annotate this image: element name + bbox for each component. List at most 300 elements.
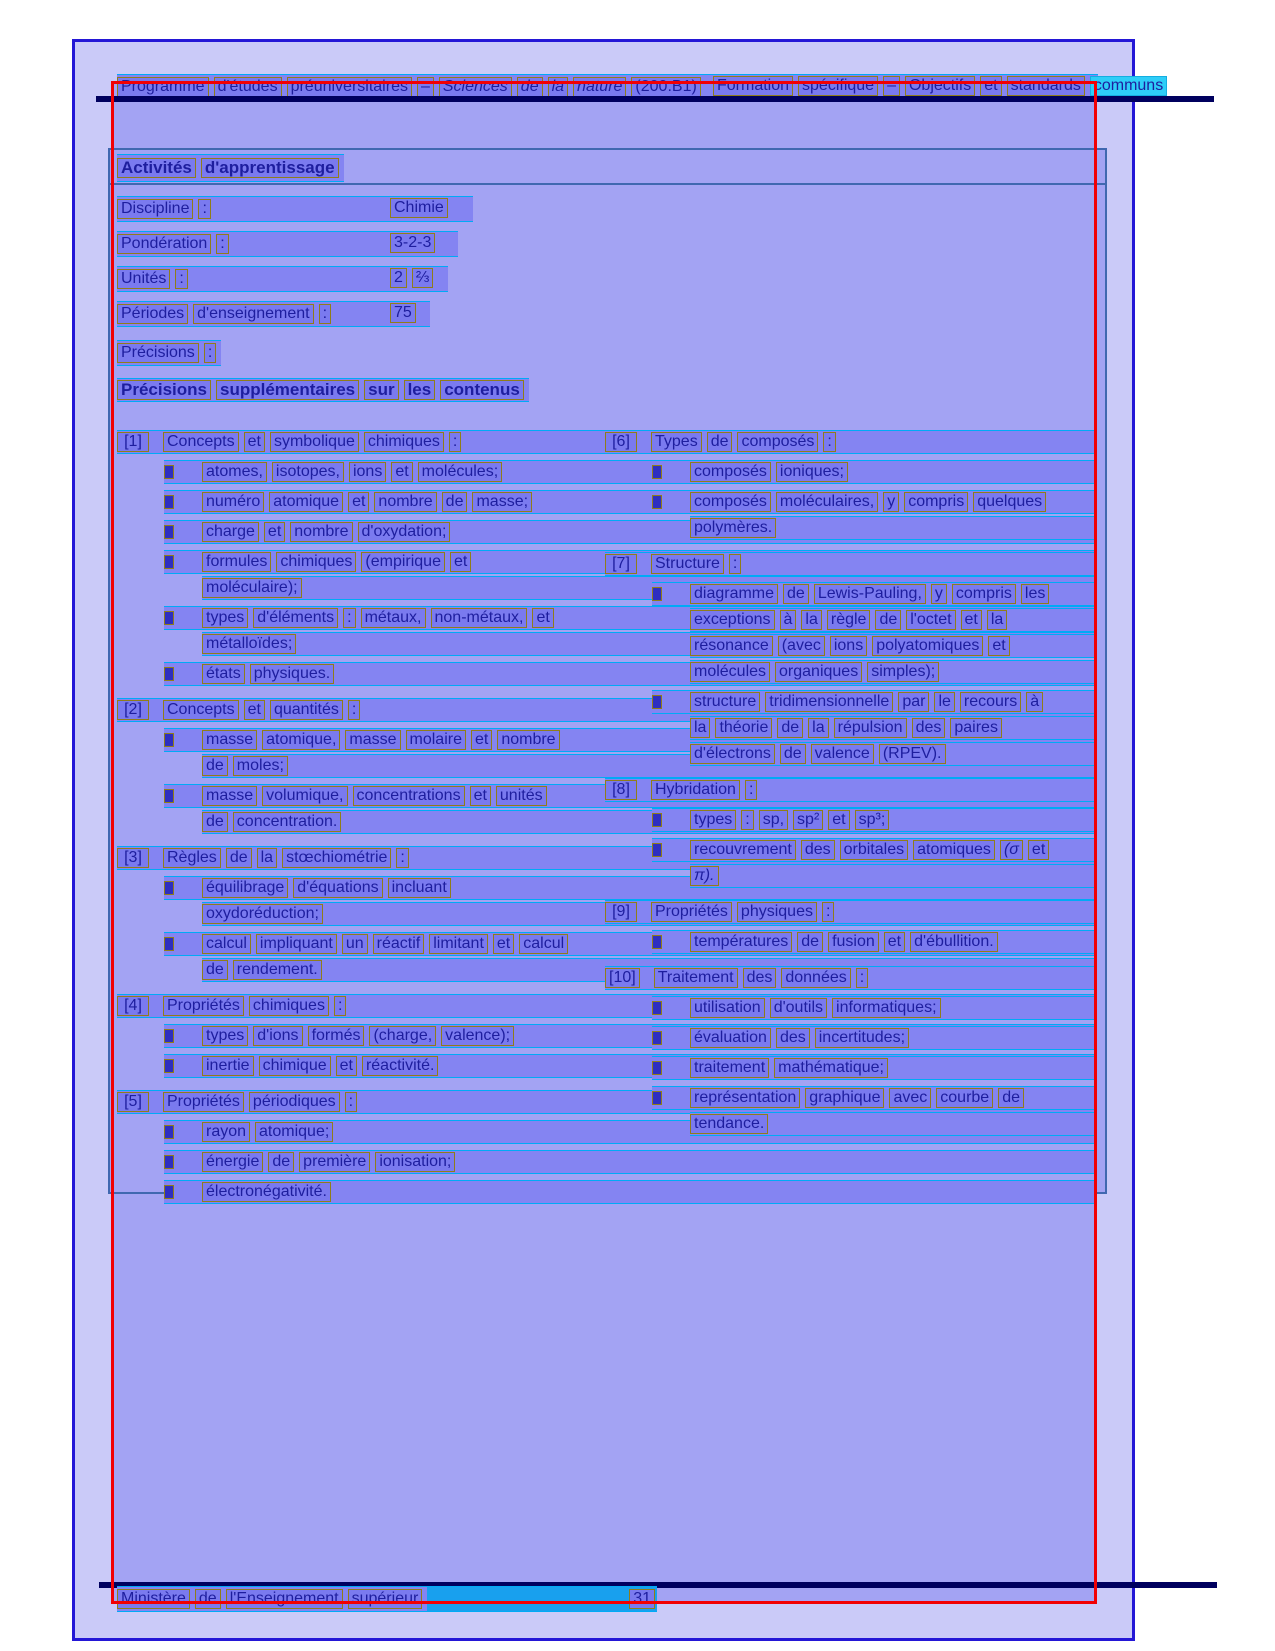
word-box: chimique xyxy=(259,1056,331,1076)
word-box: polyatomiques xyxy=(872,636,983,656)
word-box: et xyxy=(1028,840,1049,860)
word-box: moles; xyxy=(233,756,288,776)
bullet-line xyxy=(652,808,1097,832)
word-box: états xyxy=(202,664,245,684)
word-box: sur xyxy=(364,380,398,400)
word-box: l'Enseignement xyxy=(226,1589,343,1609)
word-box: valence xyxy=(811,744,874,764)
word-box: organiques xyxy=(775,662,862,682)
word-box: d'électrons xyxy=(690,744,775,764)
word-box: : xyxy=(822,902,834,922)
wrapped-line xyxy=(690,716,1097,740)
bullet-icon xyxy=(164,525,174,539)
word-box: diagramme xyxy=(690,584,778,604)
word-box: rayon xyxy=(202,1122,250,1142)
word-box: Discipline xyxy=(117,199,193,219)
word-box: compris xyxy=(952,584,1016,604)
header-rule xyxy=(96,96,1214,102)
bullet-icon xyxy=(652,935,662,949)
word-box: tridimensionnelle xyxy=(765,692,893,712)
word-box: : xyxy=(348,700,360,720)
bullet-icon xyxy=(164,1155,174,1169)
word-box: Pondération xyxy=(117,234,211,254)
word-box: à xyxy=(780,610,797,630)
word-box: stœchiométrie xyxy=(282,848,391,868)
word-box: de xyxy=(707,432,733,452)
bullet-icon xyxy=(164,495,174,509)
word-box: valence); xyxy=(441,1026,514,1046)
word-box: le xyxy=(934,692,954,712)
word-box: (avec xyxy=(778,636,825,656)
word-box: la xyxy=(257,848,277,868)
word-box: nombre xyxy=(290,522,352,542)
wrapped-line xyxy=(690,1112,1097,1136)
page-number: 31 xyxy=(629,1589,655,1609)
word-box: de xyxy=(202,960,228,980)
word-box: d'outils xyxy=(770,998,827,1018)
field-value xyxy=(390,268,438,288)
word-box: Activités xyxy=(117,158,196,178)
word-box: Propriétés xyxy=(651,902,732,922)
word-box: composés xyxy=(737,432,818,452)
field-row xyxy=(117,340,221,366)
word-box: y xyxy=(883,492,899,512)
word-box: les xyxy=(404,380,436,400)
word-box: électronégativité. xyxy=(202,1182,331,1202)
word-box: : xyxy=(334,996,346,1016)
word-box: Sciences xyxy=(439,77,512,97)
bullet-line xyxy=(652,930,1097,954)
bullet-line xyxy=(652,1026,1097,1050)
item-number: [4] xyxy=(117,996,149,1016)
bullet-icon xyxy=(164,937,174,951)
item-number: [6] xyxy=(605,432,637,452)
list-column-right xyxy=(605,430,1097,1142)
bullet-icon xyxy=(164,465,174,479)
word-box: charge xyxy=(202,522,259,542)
word-box: calcul xyxy=(202,934,251,954)
wrapped-line xyxy=(690,634,1097,658)
word-box: et xyxy=(470,786,491,806)
word-box: mathématique; xyxy=(774,1058,888,1078)
bullet-line xyxy=(652,838,1097,862)
item-number: [7] xyxy=(605,554,637,574)
word-box: et xyxy=(828,810,849,830)
item-number: [5] xyxy=(117,1092,149,1112)
header-left-text xyxy=(117,77,706,97)
bullet-icon xyxy=(164,1185,174,1199)
bullet-line xyxy=(652,1056,1097,1080)
bullet-icon xyxy=(652,1031,662,1045)
word-box: standards xyxy=(1007,76,1085,96)
word-box: physiques. xyxy=(250,664,335,684)
word-box: compris xyxy=(904,492,968,512)
bullet-line xyxy=(652,690,1097,714)
word-box: composés xyxy=(690,462,771,482)
word-box: métaux, xyxy=(361,608,426,628)
bullet-icon xyxy=(652,495,662,509)
word-box: : xyxy=(823,432,835,452)
word-box: données xyxy=(781,968,850,988)
word-box: – xyxy=(883,76,900,96)
bullet-icon xyxy=(164,1029,174,1043)
word-box: Précisions xyxy=(117,380,211,400)
bullet-icon xyxy=(652,587,662,601)
word-box: ions xyxy=(830,636,867,656)
word-box: tendance. xyxy=(690,1114,768,1134)
word-box: chimiques xyxy=(276,552,356,572)
bullet-line xyxy=(164,1180,1097,1204)
word-box: recours xyxy=(960,692,1021,712)
word-box: oxydoréduction; xyxy=(202,904,323,924)
word-box: Règles xyxy=(163,848,221,868)
word-box: limitant xyxy=(429,934,488,954)
word-box: impliquant xyxy=(256,934,337,954)
word-box: calcul xyxy=(519,934,568,954)
word-box: Formation xyxy=(713,76,793,96)
word-box: atomiques xyxy=(913,840,995,860)
word-box: paires xyxy=(950,718,1002,738)
word-box: et xyxy=(450,552,471,572)
page-title xyxy=(117,154,344,182)
word-box: composés xyxy=(690,492,771,512)
word-box: de xyxy=(442,492,468,512)
word-box: et xyxy=(471,730,492,750)
word-box: Concepts xyxy=(163,700,239,720)
word-box: théorie xyxy=(715,718,772,738)
bullet-line xyxy=(652,582,1097,606)
word-box: ionisation; xyxy=(375,1152,455,1172)
word-box: des xyxy=(801,840,835,860)
word-box: orbitales xyxy=(840,840,908,860)
word-box: : xyxy=(204,343,216,363)
word-box: de xyxy=(226,848,252,868)
word-box: répulsion xyxy=(834,718,907,738)
word-box: règle xyxy=(827,610,871,630)
word-box: : xyxy=(345,1092,357,1112)
word-box: inertie xyxy=(202,1056,254,1076)
field-row xyxy=(117,301,430,327)
word-box: formules xyxy=(202,552,271,572)
bullet-icon xyxy=(164,1059,174,1073)
word-box: la xyxy=(548,77,568,97)
word-box: préuniversitaires xyxy=(287,77,412,97)
word-box: – xyxy=(417,77,434,97)
word-box: : xyxy=(216,234,228,254)
word-box: résonance xyxy=(690,636,773,656)
bullet-icon xyxy=(164,1125,174,1139)
word-box: de xyxy=(998,1088,1024,1108)
word-box: non-métaux, xyxy=(431,608,528,628)
word-box: la xyxy=(801,610,821,630)
word-box: première xyxy=(299,1152,370,1172)
word-box: moléculaires, xyxy=(776,492,878,512)
word-box: et xyxy=(884,932,905,952)
word-box: la xyxy=(690,718,710,738)
field-value xyxy=(390,198,453,218)
word-box: unités xyxy=(496,786,547,806)
word-box: nature xyxy=(573,77,626,97)
item-number: [10] xyxy=(605,968,640,988)
word-box: de xyxy=(777,718,803,738)
word-box: Objectifs xyxy=(905,76,975,96)
word-box: : xyxy=(745,780,757,800)
word-box: périodiques xyxy=(249,1092,340,1112)
word-box: Concepts xyxy=(163,432,239,452)
word-box: températures xyxy=(690,932,792,952)
word-box: de xyxy=(797,932,823,952)
field-row xyxy=(117,196,473,222)
word-box: (RPEV). xyxy=(879,744,946,764)
wrapped-line xyxy=(690,608,1097,632)
word-box: 75 xyxy=(390,303,416,323)
field-value xyxy=(390,233,440,253)
word-box: : xyxy=(449,432,461,452)
bullet-icon xyxy=(652,843,662,857)
word-box: d'enseignement xyxy=(193,304,313,324)
word-box: de xyxy=(202,812,228,832)
word-box: polymères. xyxy=(690,518,776,538)
word-box: 3-2-3 xyxy=(390,233,435,253)
word-box: supplémentaires xyxy=(216,380,359,400)
wrapped-line xyxy=(690,660,1097,684)
word-box: Ministère xyxy=(117,1589,190,1609)
word-box: de xyxy=(783,584,809,604)
word-box: simples); xyxy=(867,662,939,682)
section-heading xyxy=(117,378,529,402)
list-item-header xyxy=(605,778,1097,802)
word-box: spécifique xyxy=(798,76,878,96)
word-box: sp² xyxy=(793,810,823,830)
word-box: d'oxydation; xyxy=(358,522,451,542)
word-box: : xyxy=(175,269,187,289)
bullet-icon xyxy=(164,555,174,569)
footer-highlight-bar xyxy=(427,1587,657,1611)
word-box: molaire xyxy=(406,730,466,750)
word-box: et xyxy=(391,462,412,482)
word-box: et xyxy=(980,76,1001,96)
bullet-icon xyxy=(652,813,662,827)
word-box: atomique, xyxy=(262,730,340,750)
word-box: concentrations xyxy=(353,786,465,806)
word-box: réactivité. xyxy=(362,1056,438,1076)
word-box: physiques xyxy=(737,902,817,922)
word-box: et xyxy=(961,610,982,630)
word-box: nombre xyxy=(497,730,559,750)
word-box: à xyxy=(1026,692,1043,712)
word-box: supérieur xyxy=(348,1589,423,1609)
bullet-icon xyxy=(164,611,174,625)
bullet-icon xyxy=(652,1091,662,1105)
word-box: incluant xyxy=(388,878,451,898)
title-separator-line xyxy=(108,183,1107,185)
word-box: sp³; xyxy=(855,810,890,830)
word-box: d'ions xyxy=(253,1026,302,1046)
item-number: [1] xyxy=(117,432,149,452)
word-box: représentation xyxy=(690,1088,800,1108)
item-number: [9] xyxy=(605,902,637,922)
bullet-line xyxy=(652,1086,1097,1110)
word-box: et xyxy=(532,608,553,628)
word-box: concentration. xyxy=(233,812,342,832)
word-box: l'octet xyxy=(906,610,955,630)
bullet-line xyxy=(652,490,1097,514)
word-box: énergie xyxy=(202,1152,263,1172)
word-box: traitement xyxy=(690,1058,769,1078)
word-box: symbolique xyxy=(270,432,359,452)
word-box: par xyxy=(898,692,929,712)
word-box: atomique; xyxy=(255,1122,333,1142)
word-box: graphique xyxy=(805,1088,884,1108)
list-item-header xyxy=(605,900,1097,924)
word-box: rendement. xyxy=(233,960,322,980)
wrapped-line xyxy=(690,516,1097,540)
bullet-icon xyxy=(652,1001,662,1015)
word-box: et xyxy=(493,934,514,954)
list-item-header xyxy=(605,552,1097,576)
item-number: [8] xyxy=(605,780,637,800)
bullet-icon xyxy=(164,667,174,681)
header-right-text xyxy=(713,76,1172,96)
list-item-header xyxy=(605,430,1097,454)
word-box: d'ébullition. xyxy=(910,932,998,952)
word-box: (empirique xyxy=(361,552,445,572)
word-box: nombre xyxy=(374,492,436,512)
word-box: ions xyxy=(349,462,386,482)
word-box: des xyxy=(912,718,946,738)
word-box: de xyxy=(195,1589,221,1609)
word-box: moléculaire); xyxy=(202,578,302,598)
word-box: molécules; xyxy=(418,462,502,482)
word-box: recouvrement xyxy=(690,840,796,860)
bullet-icon xyxy=(164,789,174,803)
word-box: Structure xyxy=(651,554,724,574)
word-box: des xyxy=(776,1028,810,1048)
word-box: (charge, xyxy=(369,1026,436,1046)
word-box: réactif xyxy=(373,934,425,954)
word-box: et xyxy=(348,492,369,512)
word-box: de xyxy=(517,77,543,97)
word-box: métalloïdes; xyxy=(202,634,296,654)
word-box: atomique xyxy=(269,492,343,512)
footer-text xyxy=(117,1589,427,1609)
word-box: structure xyxy=(690,692,760,712)
field-row xyxy=(117,231,458,257)
bullet-icon xyxy=(652,1061,662,1075)
word-box: quantités xyxy=(270,700,343,720)
word-box: Précisions xyxy=(117,343,199,363)
bullet-icon xyxy=(652,695,662,709)
bullet-line xyxy=(652,996,1097,1020)
word-box: d'études xyxy=(214,77,282,97)
word-box: et xyxy=(264,522,285,542)
word-box: : xyxy=(856,968,868,988)
word-box: types xyxy=(690,810,736,830)
word-box: et xyxy=(336,1056,357,1076)
word-box: formés xyxy=(308,1026,365,1046)
word-box: Chimie xyxy=(390,198,448,218)
bullet-line xyxy=(164,1150,1097,1174)
bullet-icon xyxy=(652,465,662,479)
word-box: exceptions xyxy=(690,610,775,630)
bullet-icon xyxy=(164,881,174,895)
word-box: de xyxy=(268,1152,294,1172)
word-box: ioniques; xyxy=(776,462,848,482)
word-box: : xyxy=(198,199,210,219)
word-box: molécules xyxy=(690,662,770,682)
word-box: atomes, xyxy=(202,462,267,482)
word-box: courbe xyxy=(936,1088,993,1108)
word-box: (200.B1) xyxy=(631,77,700,97)
word-box: masse; xyxy=(472,492,532,512)
word-box: Traitement xyxy=(654,968,738,988)
item-number: [2] xyxy=(117,700,149,720)
word-box: et xyxy=(244,432,265,452)
word-box: sp, xyxy=(759,810,788,830)
field-value xyxy=(390,303,421,323)
word-box: Programme xyxy=(117,77,209,97)
word-box: π). xyxy=(690,866,719,886)
word-box: avec xyxy=(889,1088,931,1108)
wrapped-line xyxy=(690,742,1097,766)
word-box: (σ xyxy=(1000,840,1023,860)
word-box: Propriétés xyxy=(163,996,244,1016)
word-box: équilibrage xyxy=(202,878,288,898)
word-box: et xyxy=(244,700,265,720)
word-box: utilisation xyxy=(690,998,765,1018)
word-box: incertitudes; xyxy=(815,1028,909,1048)
word-box: un xyxy=(342,934,368,954)
word-box: y xyxy=(931,584,947,604)
field-row xyxy=(117,266,448,292)
word-box: : xyxy=(729,554,741,574)
page-footer xyxy=(117,1586,657,1612)
word-box: de xyxy=(202,756,228,776)
word-box: masse xyxy=(345,730,400,750)
word-box: des xyxy=(743,968,777,988)
word-box: Périodes xyxy=(117,304,188,324)
word-box: les xyxy=(1021,584,1049,604)
wrapped-line xyxy=(690,864,1097,888)
word-box: : xyxy=(343,608,355,628)
word-box: numéro xyxy=(202,492,264,512)
word-box: la xyxy=(808,718,828,738)
word-box: Propriétés xyxy=(163,1092,244,1112)
word-box: : xyxy=(319,304,331,324)
bullet-icon xyxy=(164,733,174,747)
word-box: chimiques xyxy=(249,996,329,1016)
word-box: ⅔ xyxy=(412,268,433,288)
word-box: et xyxy=(988,636,1009,656)
word-box: isotopes, xyxy=(272,462,344,482)
word-box: communs xyxy=(1090,76,1167,96)
word-box: de xyxy=(875,610,901,630)
word-box: 2 xyxy=(390,268,407,288)
word-box: informatiques; xyxy=(832,998,941,1018)
word-box: masse xyxy=(202,730,257,750)
list-item-header xyxy=(605,966,1097,990)
word-box: évaluation xyxy=(690,1028,771,1048)
word-box: d'éléments xyxy=(253,608,338,628)
word-box: masse xyxy=(202,786,257,806)
word-box: Types xyxy=(651,432,702,452)
word-box: types xyxy=(202,1026,248,1046)
word-box: : xyxy=(741,810,753,830)
word-box: contenus xyxy=(440,380,524,400)
word-box: Unités xyxy=(117,269,170,289)
word-box: quelques xyxy=(973,492,1046,512)
bullet-line xyxy=(652,460,1097,484)
